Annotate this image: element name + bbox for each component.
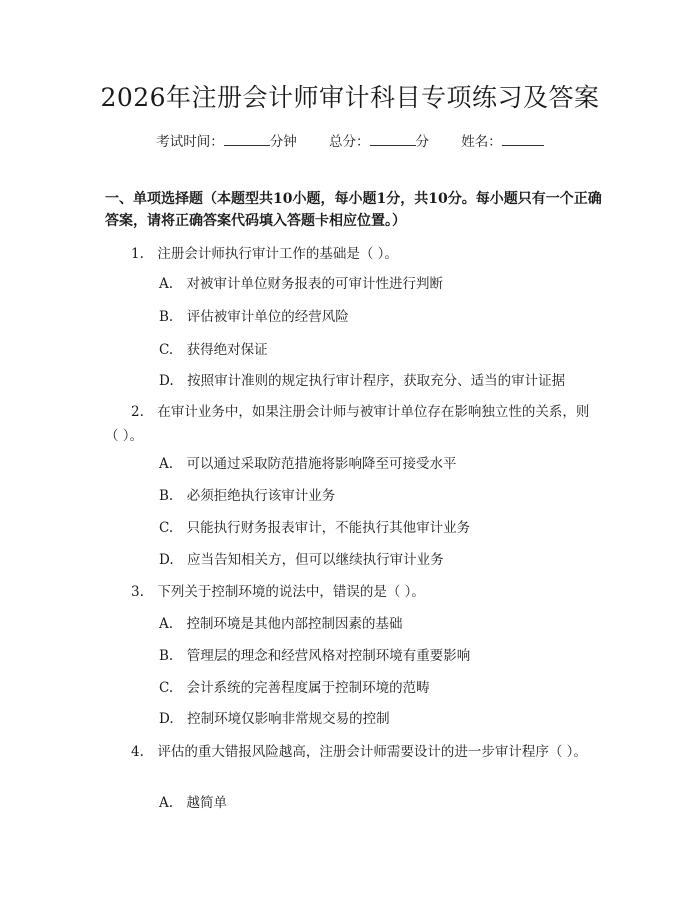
question-3 [105, 580, 600, 604]
student-name-field [461, 134, 544, 150]
student-name-blank[interactable] [502, 131, 544, 146]
total-score-unit: 分 [415, 134, 429, 150]
total-score-blank[interactable] [370, 131, 416, 146]
question-1-option-d: D. 按照审计准则的规定执行审计程序，获取充分、适当的审计证据 [159, 373, 566, 389]
question-2-option-d: D. 应当告知相关方，但可以继续执行审计业务 [159, 552, 444, 568]
question-text: 4. 评估的重大错报风险越高，注册会计师需要设计的进一步审计程序（ ）。 [131, 744, 587, 760]
question-3-option-a: A. 控制环境是其他内部控制因素的基础 [159, 616, 403, 632]
question-2-option-a: A. 可以通过采取防范措施将影响降至可接受水平 [159, 456, 457, 472]
question-1-option-a: A. 对被审计单位财务报表的可审计性进行判断 [159, 276, 444, 292]
question-1-option-b: B. 评估被审计单位的经营风险 [159, 309, 349, 325]
page-title: 2026年注册会计师审计科目专项练习及答案 [100, 83, 600, 112]
question-3-option-d: D. 控制环境仅影响非常规交易的控制 [159, 711, 390, 727]
exam-time-unit: 分钟 [269, 134, 297, 150]
total-score-field [329, 134, 433, 150]
question-text: 2. 在审计业务中，如果注册会计师与被审计单位存在影响独立性的关系，则（ ）。 [105, 404, 590, 444]
exam-time-blank[interactable] [224, 131, 270, 146]
question-text: 3. 下列关于控制环境的说法中，错误的是（ ）。 [131, 584, 425, 600]
question-4-option-a: A. 越简单 [159, 795, 228, 811]
exam-time-label: 考试时间： [156, 134, 224, 150]
exam-time-field [156, 134, 301, 150]
question-3-option-c: C. 会计系统的完善程度属于控制环境的范畴 [159, 680, 430, 696]
total-score-label: 总分： [329, 134, 370, 150]
student-name-label: 姓名： [461, 134, 502, 150]
question-text: 1. 注册会计师执行审计工作的基础是（ ）。 [131, 246, 398, 262]
question-2 [105, 400, 600, 448]
exam-info-line [0, 131, 700, 152]
question-2-option-b: B. 必须拒绝执行该审计业务 [159, 488, 336, 504]
question-1 [105, 242, 600, 266]
question-1-option-c: C. 获得绝对保证 [159, 342, 268, 358]
section-heading: 一、单项选择题（本题型共10小题，每小题1分，共10分。每小题只有一个正确答案，请将正确答案代码填入答题卡相应位置。） [105, 191, 602, 229]
question-4 [105, 740, 600, 764]
question-2-option-c: C. 只能执行财务报表审计，不能执行其他审计业务 [159, 520, 471, 536]
question-3-option-b: B. 管理层的理念和经营风格对控制环境有重要影响 [159, 648, 471, 664]
